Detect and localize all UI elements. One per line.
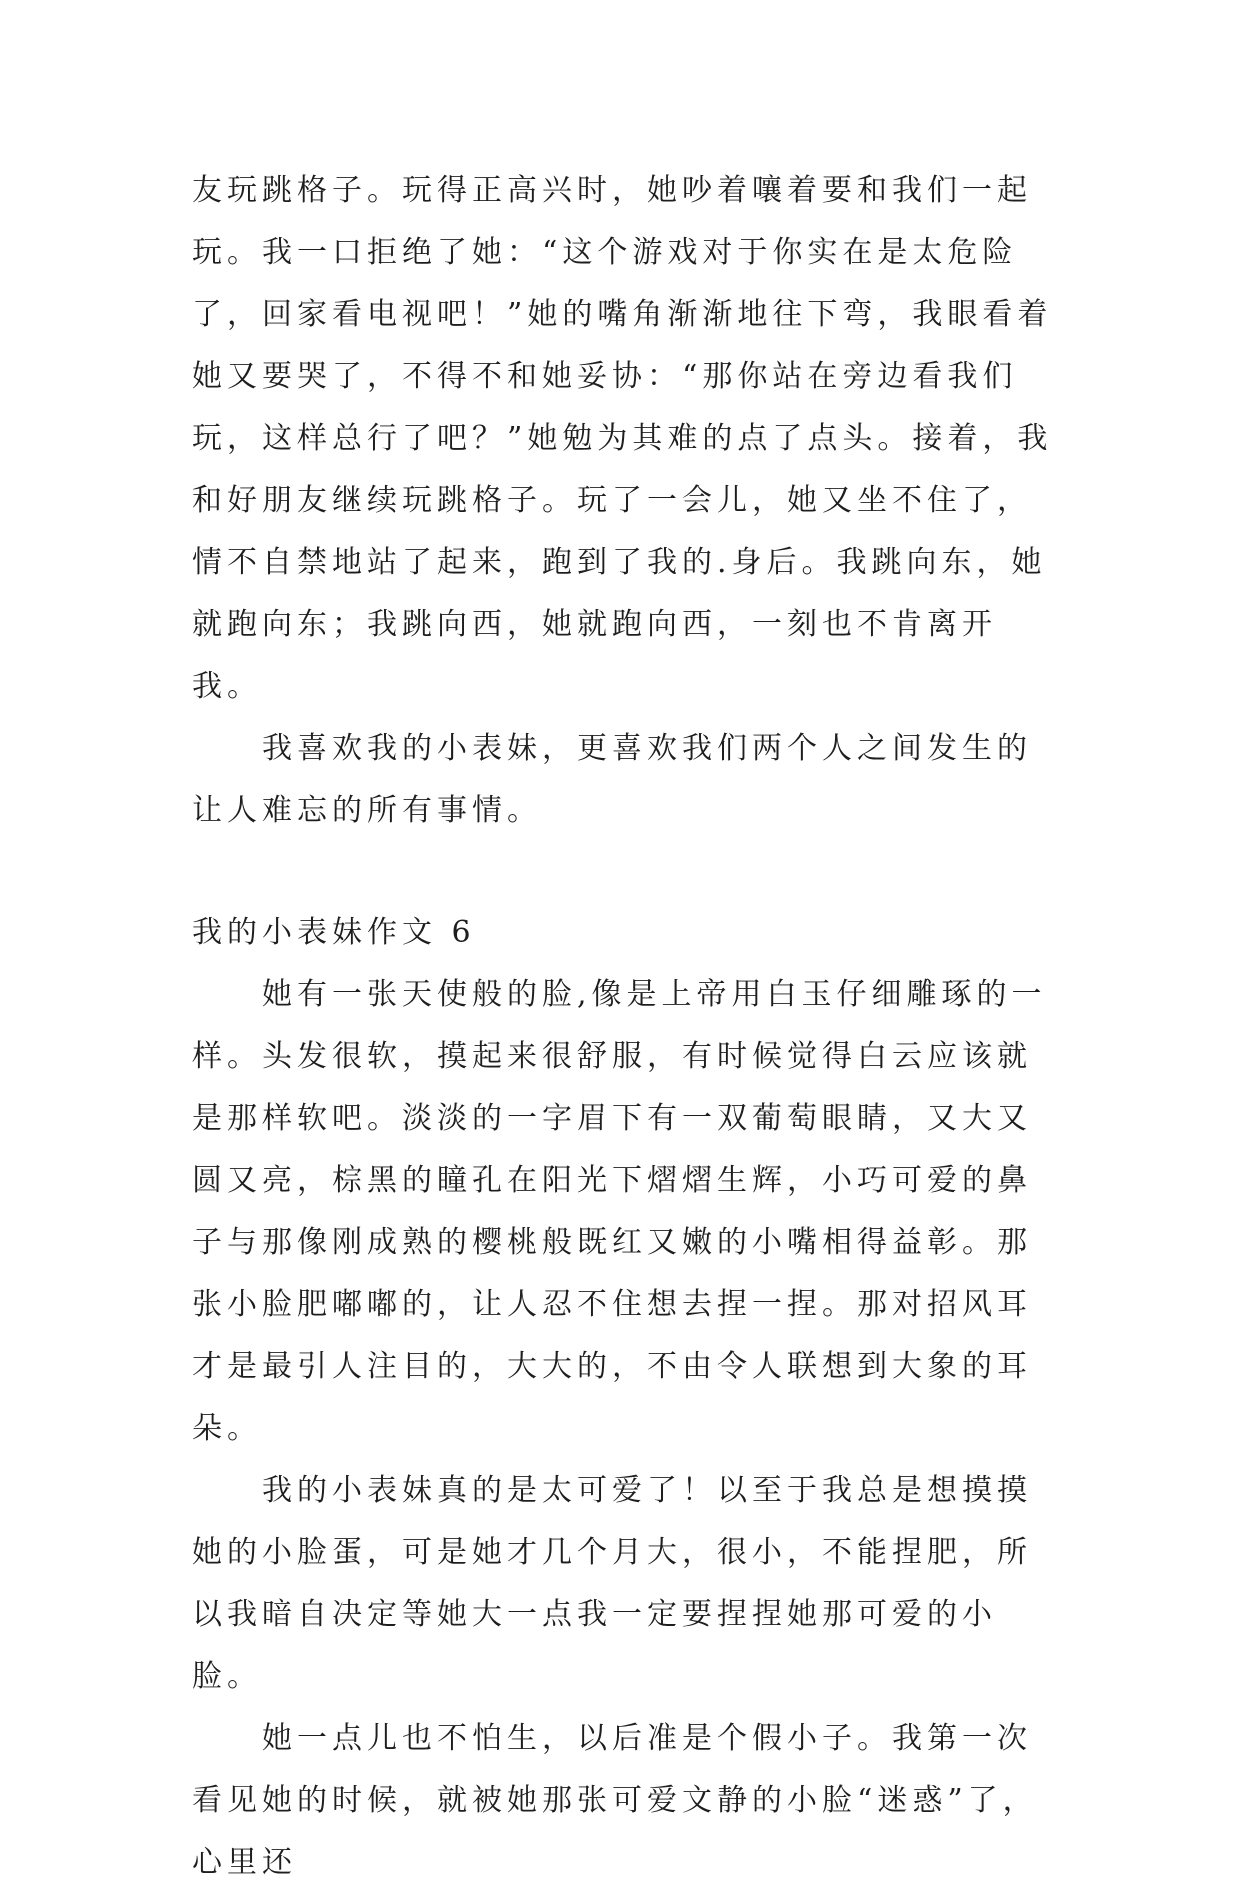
section-title: 我的小表妹作文 6 [192, 915, 476, 950]
paragraph: 她有一张天使般的脸,像是上帝用白玉仔细雕琢的一样。头发很软，摸起来很舒服，有时候觉得白云应该就是那样软吧。淡淡的一字眉下有一双葡萄眼睛，又大又圆又亮，棕黑的瞳孔在阳光下熠熠生辉，小巧可爱的鼻子与那像刚成熟的樱桃般既红又嫩的小嘴相得益彰。那张小脸肥嘟嘟的，让人忍不住想去捏一捏。那对招风耳才是最引人注目的，大大的，不由令人联想到大象的耳朵。 [192, 977, 1047, 1446]
document-body [192, 160, 1062, 1894]
section-spacer [192, 842, 1062, 902]
paragraph: 她一点儿也不怕生，以后准是个假小子。我第一次看见她的时候，就被她那张可爱文静的小脸“迷惑”了，心里还 [192, 1721, 1038, 1880]
paragraph-continued: 友玩跳格子。玩得正高兴时，她吵着嚷着要和我们一起玩。我一口拒绝了她：“这个游戏对于你实在是太危险了，回家看电视吧！”她的嘴角渐渐地往下弯，我眼看着她又要哭了，不得不和她妥协：“那你站在旁边看我们玩，这样总行了吧？”她勉为其难的点了点头。接着，我和好朋友继续玩跳格子。玩了一会儿，她又坐不住了，情不自禁地站了起来，跑到了我的.身后。我跳向东，她就跑向东；我跳向西，她就跑向西，一刻也不肯离开我。 [192, 173, 1053, 704]
paragraph: 我的小表妹真的是太可爱了！以至于我总是想摸摸她的小脸蛋，可是她才几个月大，很小，不能捏肥，所以我暗自决定等她大一点我一定要捏捏她那可爱的小脸。 [192, 1473, 1032, 1694]
paragraph: 我喜欢我的小表妹，更喜欢我们两个人之间发生的让人难忘的所有事情。 [192, 731, 1032, 828]
